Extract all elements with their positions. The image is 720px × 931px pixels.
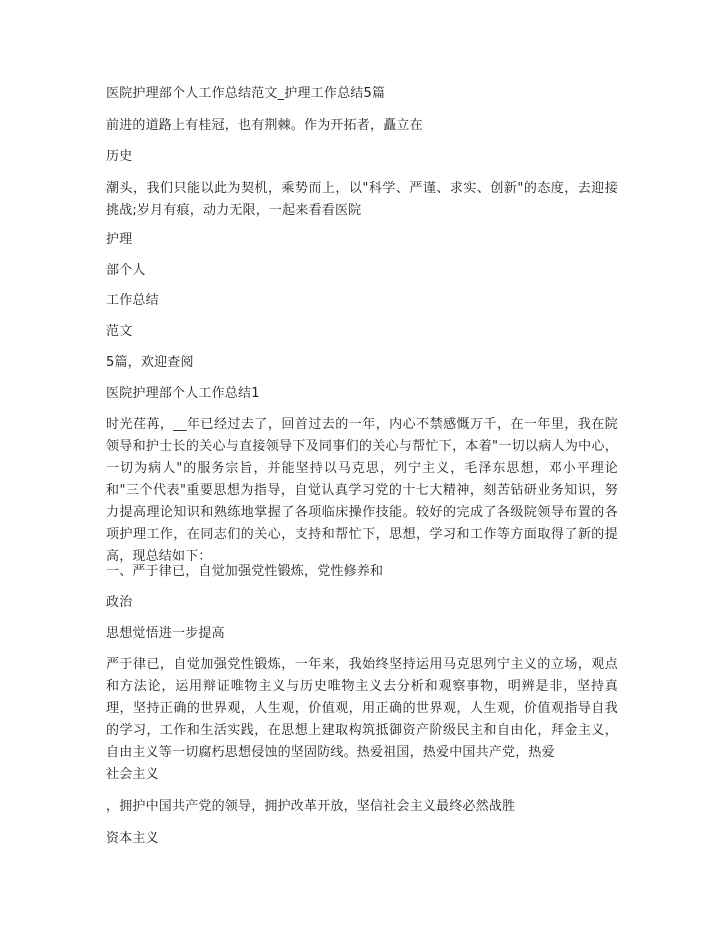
paragraph: 部个人 bbox=[106, 263, 146, 278]
section-heading: 医院护理部个人工作总结1 bbox=[106, 386, 260, 401]
paragraph: 资本主义 bbox=[106, 831, 159, 846]
section-heading: 一、严于律已，自觉加强党性锻炼，党性修养和 bbox=[106, 564, 384, 579]
paragraph: 时光荏苒，__年已经过去了，回首过去的一年，内心不禁感慨万千，在一年里，我在院领导和护士长的关心与直接领导下及同事们的关心与帮忙下，本着"一切以病人为中心，一切为病人"的服务宗旨，并能坚持以马克思，列宁主义，毛泽东思想，邓小平理论和"三个代表"重要思想为指导，自觉认真学习党的十七大精神，刻苦钻研业务知识，努力提高理论知识和熟练地掌握了各项临床操作技能。较好的完成了各级院领导布置的各项护理工作，在同志们的关心，支持和帮忙下，思想，学习和工作等方面取得了新的提高，现总结如下： bbox=[106, 417, 618, 564]
paragraph: 政治 bbox=[106, 595, 133, 610]
paragraph: 前进的道路上有桂冠，也有荆棘。作为开拓者，矗立在 bbox=[106, 118, 423, 133]
document-title: 医院护理部个人工作总结范文_护理工作总结5篇 bbox=[106, 86, 386, 101]
paragraph: 严于律已，自觉加强党性锻炼，一年来，我始终坚持运用马克思列宁主义的立场，观点和方法论，运用辩证唯物主义与历史唯物主义去分析和观察事物，明辨是非，坚持真理，坚持正确的世界观，人生观，价值观，用正确的世界观，人生观，价值观指导自我的学习，工作和生活实践，在思想上建取构筑抵御资产阶级民主和自由化，拜金主义，自由主义等一切腐朽思想侵蚀的坚固防线。热爱祖国，热爱中国共产党，热爱 bbox=[106, 657, 618, 760]
paragraph: 护理 bbox=[106, 232, 133, 247]
paragraph: 历史 bbox=[106, 149, 133, 164]
paragraph: 社会主义 bbox=[106, 767, 159, 782]
paragraph: 5篇，欢迎查阅 bbox=[106, 355, 194, 370]
paragraph: 思想觉悟进一步提高 bbox=[106, 626, 225, 641]
paragraph: 工作总结 bbox=[106, 293, 159, 308]
paragraph: ，拥护中国共产党的领导，拥护改革开放，坚信社会主义最终必然战胜 bbox=[106, 799, 516, 814]
paragraph: 范文 bbox=[106, 324, 133, 339]
paragraph: 潮头，我们只能以此为契机，乘势而上，以"科学、严谨、求实、创新"的态度，去迎接挑战;岁月有痕，动力无限，一起来看看医院 bbox=[106, 181, 618, 218]
